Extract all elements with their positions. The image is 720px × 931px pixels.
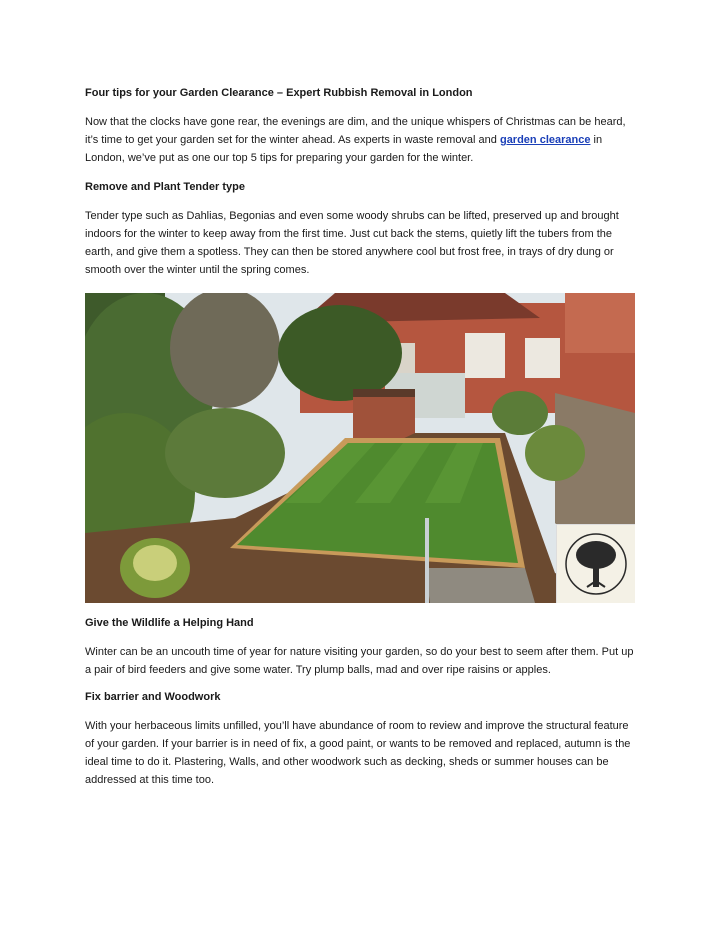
garden-photo-illustration (85, 293, 635, 603)
section-heading-woodwork: Fix barrier and Woodwork (85, 691, 221, 703)
section-body-wildlife: Winter can be an uncouth time of year for nature visiting your garden, so do your best to seem after them. Put up a pair of bird feeders and give some water. Try plump balls, mad and over ripe raisins or apples. (85, 646, 634, 676)
intro-text-before: Now that the clocks have gone rear, the evenings are dim, and the unique whispers of Christmas can be heard, it’s time to get your garden set for the winter ahead. As experts in waste removal and (85, 116, 626, 146)
document-title: Four tips for your Garden Clearance – Expert Rubbish Removal in London (85, 87, 473, 99)
section-body-woodwork: With your herbaceous limits unfilled, you’ll have abundance of room to review and improve the structural feature of your garden. If your barrier is in need of fix, a good paint, or wants to be removed and replaced, autumn is the ideal time to do it. Plastering, Walls, and other woodwork such as decking, sheds or summer houses can be addressed at this time too. (85, 720, 631, 786)
garden-clearance-link[interactable]: garden clearance (499, 134, 591, 146)
section-heading-tender-plants: Remove and Plant Tender type (85, 181, 245, 193)
intro-paragraph (85, 113, 637, 167)
section-heading-wildlife: Give the Wildlife a Helping Hand (85, 617, 254, 629)
section-body-tender-plants: Tender type such as Dahlias, Begonias and even some woody shrubs can be lifted, preserved up and brought indoors for the winter to keep away from the first time. Just cut back the stems, quietly lift the tubers from the earth, and give them a spotless. They can then be stored anywhere cool but frost free, in trays of dry dung or smooth over the winter until the spring comes. (85, 210, 619, 276)
document-content (85, 85, 637, 789)
garden-photo (85, 293, 635, 603)
intro-text-after: in London, we’ve put as one our top 5 tips for preparing your garden for the winter. (85, 134, 603, 164)
tree-logo-icon (556, 524, 635, 603)
